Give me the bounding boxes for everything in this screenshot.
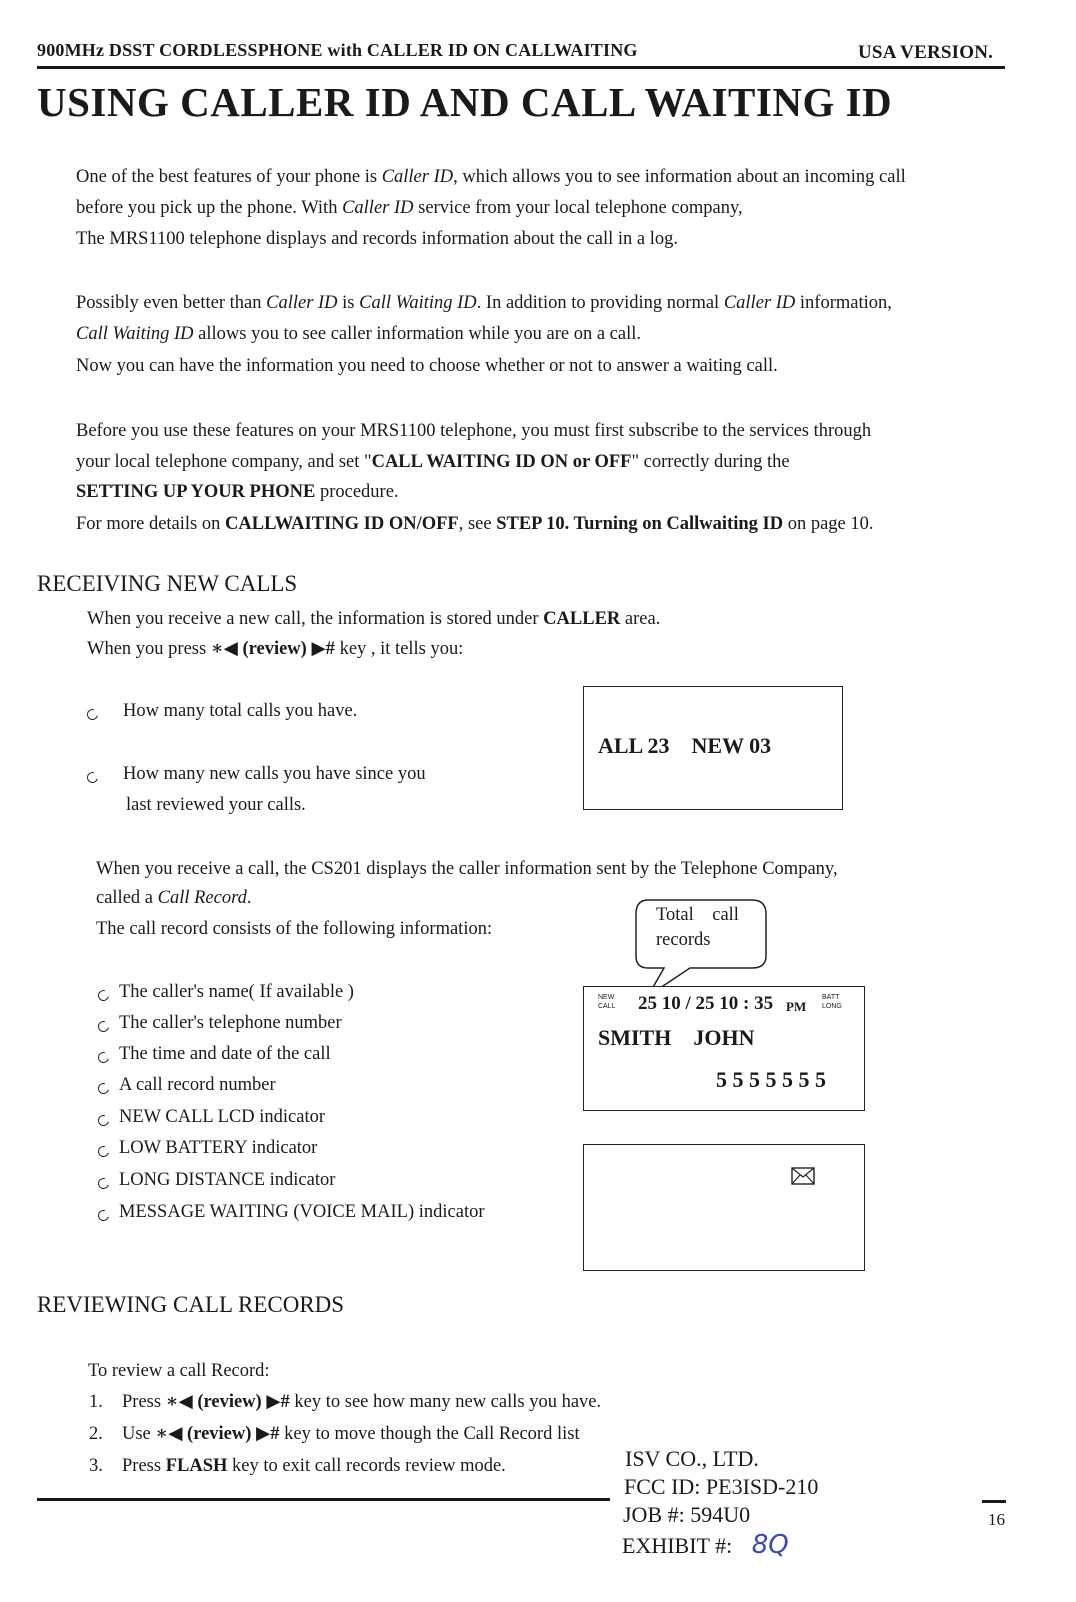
bullet-icon xyxy=(85,770,100,785)
bullet-icon xyxy=(85,707,100,722)
record-item-number: The caller's telephone number xyxy=(119,1013,342,1033)
intro-p2-line2: Call Waiting ID allows you to see caller information while you are on a call. xyxy=(76,324,641,344)
intro-p3-line4: For more details on CALLWAITING ID ON/OFF, see STEP 10. Turning on Callwaiting ID on page 10. xyxy=(76,514,874,534)
reviewing-intro: To review a call Record: xyxy=(88,1361,270,1381)
bullet-icon xyxy=(96,1208,111,1223)
receiving-bullet-total: How many total calls you have. xyxy=(123,701,358,721)
record-intro-line3: The call record consists of the following information: xyxy=(96,919,493,939)
review-step-2: 2. Use ∗◀ (review) ▶# key to move though the Call Record list xyxy=(89,1424,580,1444)
bullet-icon xyxy=(96,1050,111,1065)
intro-p3-line1: Before you use these features on your MRS1100 telephone, you must first subscribe to the services through xyxy=(76,421,872,441)
intro-p2-line3: Now you can have the information you need to choose whether or not to answer a waiting call. xyxy=(76,356,778,376)
lcd-display-message xyxy=(583,1144,865,1271)
record-intro-line1: When you receive a call, the CS201 displays the caller information sent by the Telephone Company, xyxy=(96,859,838,879)
section-heading-receiving: RECEIVING NEW CALLS xyxy=(37,571,298,596)
record-item-long-distance: LONG DISTANCE indicator xyxy=(119,1170,336,1190)
stamp-fcc: FCC ID: PE3ISD-210 xyxy=(624,1474,819,1499)
lcd-newcall-indicator: NEW CALL xyxy=(598,994,616,1010)
stamp-exhibit: EXHIBIT #: 8Q xyxy=(622,1530,789,1560)
lcd-summary-text: ALL 23 NEW 03 xyxy=(598,733,772,758)
lcd-caller-number: 5 5 5 5 5 5 5 xyxy=(716,1067,826,1092)
intro-p2-line1: Possibly even better than Caller ID is Call Waiting ID. In addition to providing normal Caller ID information, xyxy=(76,293,892,313)
header-rule xyxy=(37,66,1005,69)
header-product: 900MHz DSST CORDLESSPHONE with CALLER ID ON CALLWAITING xyxy=(37,40,638,60)
receiving-line2: When you press ∗◀ (review) ▶# key , it tells you: xyxy=(87,639,464,659)
record-intro-line2: called a Call Record. xyxy=(96,888,252,908)
record-item-record-number: A call record number xyxy=(119,1075,276,1095)
footer-rule xyxy=(37,1498,610,1501)
bullet-icon xyxy=(96,1019,111,1034)
lcd-datetime: 25 10 / 25 10 : 35 xyxy=(638,993,774,1014)
stamp-company: ISV CO., LTD. xyxy=(625,1446,759,1471)
record-item-name: The caller's name( If available ) xyxy=(119,982,354,1002)
intro-p3-line2: your local telephone company, and set "CALL WAITING ID ON or OFF" correctly during the xyxy=(76,452,790,472)
bullet-icon xyxy=(96,1113,111,1128)
footer-rule-short xyxy=(982,1500,1006,1503)
intro-p1-line3: The MRS1100 telephone displays and records information about the call in a log. xyxy=(76,229,678,249)
section-heading-reviewing: REVIEWING CALL RECORDS xyxy=(37,1292,345,1317)
record-item-message: MESSAGE WAITING (VOICE MAIL) indicator xyxy=(119,1202,485,1222)
page-title: USING CALLER ID AND CALL WAITING ID xyxy=(37,79,893,125)
page-number: 16 xyxy=(988,1510,1005,1529)
lcd-caller-name: SMITH JOHN xyxy=(598,1025,755,1050)
header-version: USA VERSION. xyxy=(858,42,994,63)
lcd-display-record xyxy=(583,986,865,1111)
record-item-newcall: NEW CALL LCD indicator xyxy=(119,1107,326,1127)
lcd-ampm: PM xyxy=(786,999,807,1014)
lcd-display-summary xyxy=(583,686,843,810)
stamp-job: JOB #: 594U0 xyxy=(623,1502,751,1527)
review-step-1: 1. Press ∗◀ (review) ▶# key to see how many new calls you have. xyxy=(89,1392,602,1412)
bullet-icon xyxy=(96,988,111,1003)
review-step-3: 3. Press FLASH key to exit call records review mode. xyxy=(89,1456,506,1476)
envelope-icon xyxy=(791,1167,815,1185)
callout-line2: records xyxy=(656,930,711,950)
record-item-time: The time and date of the call xyxy=(119,1044,331,1064)
bullet-icon xyxy=(96,1081,111,1096)
receiving-bullet-new-cont: last reviewed your calls. xyxy=(126,795,306,815)
lcd-battery-long-indicator: BATT LONG xyxy=(822,994,842,1010)
record-item-battery: LOW BATTERY indicator xyxy=(119,1138,318,1158)
intro-p1-line1: One of the best features of your phone is Caller ID, which allows you to see information about an incoming call xyxy=(76,167,906,187)
receiving-bullet-new: How many new calls you have since you xyxy=(123,764,426,784)
callout-line1: Total call xyxy=(656,905,739,925)
bullet-icon xyxy=(96,1144,111,1159)
receiving-line1: When you receive a new call, the information is stored under CALLER area. xyxy=(87,609,661,629)
intro-p3-line3: SETTING UP YOUR PHONE procedure. xyxy=(76,482,399,502)
intro-p1-line2: before you pick up the phone. With Caller ID service from your local telephone company, xyxy=(76,198,743,218)
bullet-icon xyxy=(96,1176,111,1191)
